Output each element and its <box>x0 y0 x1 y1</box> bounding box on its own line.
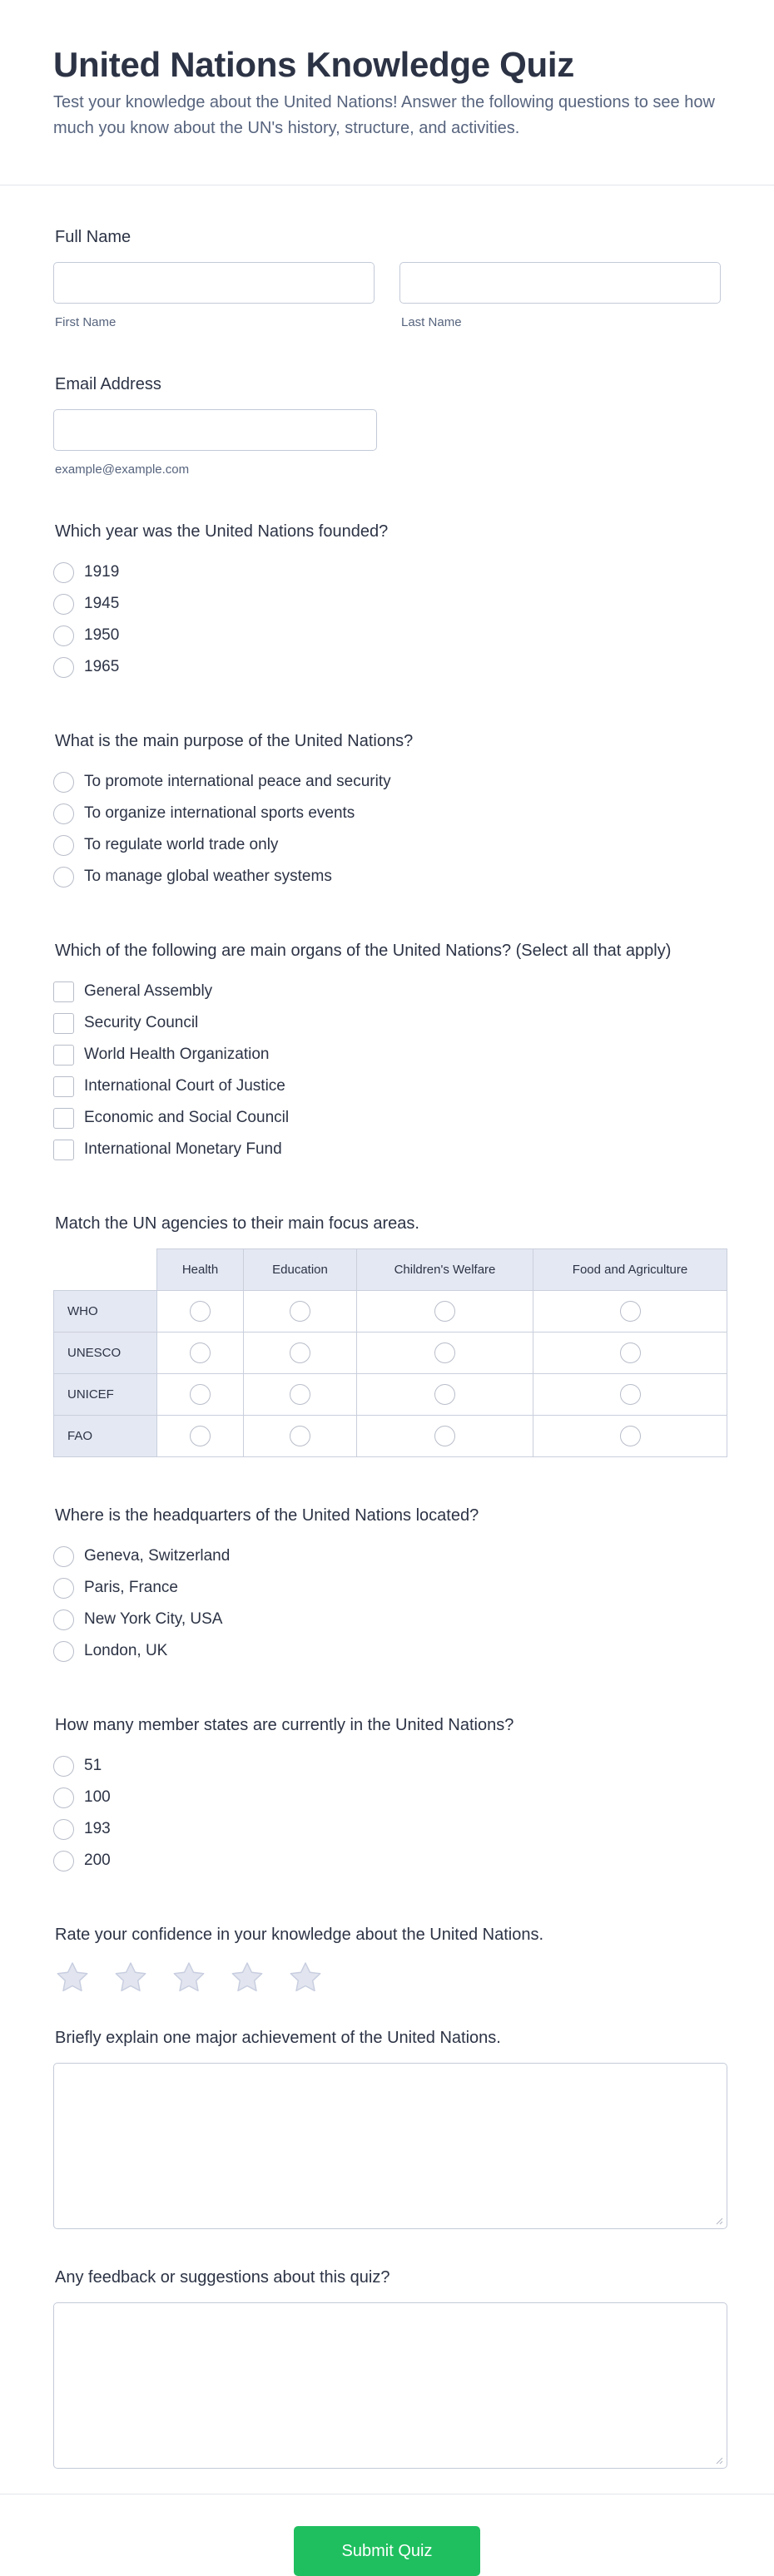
radio-button[interactable] <box>53 1787 74 1808</box>
checkbox[interactable] <box>53 1013 74 1034</box>
matrix-radio[interactable] <box>434 1301 455 1322</box>
organs-option[interactable] <box>53 1102 721 1134</box>
resize-handle-icon[interactable] <box>715 2217 723 2225</box>
matrix-corner <box>54 1249 157 1291</box>
option-label: International Court of Justice <box>84 1077 285 1095</box>
matrix-row <box>54 1416 727 1457</box>
radio-button[interactable] <box>53 1578 74 1599</box>
question-members <box>53 1713 721 1876</box>
founded-option[interactable] <box>53 651 721 683</box>
star-icon[interactable] <box>170 1960 208 1996</box>
matrix-column-header: Food and Agriculture <box>533 1249 727 1291</box>
matrix-radio[interactable] <box>190 1301 211 1322</box>
members-option[interactable] <box>53 1845 721 1876</box>
option-label: London, UK <box>84 1642 168 1659</box>
matrix-radio[interactable] <box>290 1342 310 1363</box>
email-field <box>53 373 721 477</box>
matrix-row <box>54 1332 727 1374</box>
first-name-sublabel: First Name <box>55 315 117 329</box>
matrix-row-label: FAO <box>54 1416 157 1457</box>
question-founded <box>53 520 721 683</box>
checkbox[interactable] <box>53 1140 74 1160</box>
founded-option[interactable] <box>53 588 721 620</box>
option-label: 193 <box>84 1820 111 1837</box>
matrix-radio[interactable] <box>620 1426 641 1446</box>
radio-button[interactable] <box>53 1609 74 1630</box>
star-rating <box>53 1960 721 1996</box>
organs-option[interactable] <box>53 1070 721 1102</box>
question-match <box>53 1212 721 1457</box>
option-label: 100 <box>84 1788 111 1806</box>
star-icon[interactable] <box>286 1960 325 1996</box>
matrix-radio[interactable] <box>620 1342 641 1363</box>
radio-button[interactable] <box>53 625 74 646</box>
matrix-column-header: Children's Welfare <box>357 1249 533 1291</box>
form-description: Test your knowledge about the United Nations! Answer the following questions to see how much you know about the UN's history, structure, and activities. <box>53 93 715 137</box>
option-label: 1919 <box>84 563 120 581</box>
achievement-textarea[interactable] <box>53 2063 727 2229</box>
organs-option[interactable] <box>53 1134 721 1165</box>
email-sublabel: example@example.com <box>55 462 190 477</box>
option-label: Economic and Social Council <box>84 1109 290 1126</box>
members-option[interactable] <box>53 1813 721 1845</box>
option-label: To manage global weather systems <box>84 868 332 885</box>
star-icon[interactable] <box>112 1960 150 1996</box>
radio-button[interactable] <box>53 867 74 888</box>
option-label: To regulate world trade only <box>84 836 279 853</box>
radio-button[interactable] <box>53 657 74 678</box>
purpose-option[interactable] <box>53 829 721 861</box>
form-header <box>0 0 774 185</box>
first-name-input[interactable] <box>53 262 375 304</box>
question-achievement <box>53 2026 721 2229</box>
radio-button[interactable] <box>53 835 74 856</box>
radio-button[interactable] <box>53 772 74 793</box>
headquarters-option[interactable] <box>53 1540 721 1572</box>
question-feedback <box>53 2266 721 2469</box>
feedback-textarea[interactable] <box>53 2302 727 2469</box>
matrix-row-label: UNICEF <box>54 1374 157 1416</box>
last-name-sublabel: Last Name <box>401 315 462 329</box>
matrix-radio[interactable] <box>190 1384 211 1405</box>
option-label: World Health Organization <box>84 1046 270 1063</box>
headquarters-option[interactable] <box>53 1604 721 1635</box>
matrix-column-header: Education <box>244 1249 357 1291</box>
matrix-radio[interactable] <box>290 1301 310 1322</box>
question-match-label: Match the UN agencies to their main focus areas. <box>55 1214 419 1233</box>
full-name-label: Full Name <box>55 228 131 246</box>
checkbox[interactable] <box>53 1076 74 1097</box>
star-icon[interactable] <box>53 1960 92 1996</box>
question-members-label: How many member states are currently in the United Nations? <box>55 1716 514 1734</box>
match-matrix <box>53 1248 727 1457</box>
question-organs-label: Which of the following are main organs of the United Nations? (Select all that apply) <box>55 942 672 960</box>
submit-button[interactable]: Submit Quiz <box>294 2526 480 2576</box>
matrix-radio[interactable] <box>290 1384 310 1405</box>
radio-button[interactable] <box>53 594 74 615</box>
option-label: Security Council <box>84 1014 199 1031</box>
radio-button[interactable] <box>53 1641 74 1662</box>
matrix-row <box>54 1374 727 1416</box>
question-purpose-label: What is the main purpose of the United Nations? <box>55 732 414 750</box>
option-label: 1945 <box>84 595 120 612</box>
quiz-form <box>0 185 774 2469</box>
option-label: 1965 <box>84 658 120 675</box>
option-label: Geneva, Switzerland <box>84 1547 231 1565</box>
matrix-row-label: WHO <box>54 1291 157 1332</box>
form-footer <box>0 2494 774 2576</box>
question-purpose <box>53 729 721 892</box>
question-headquarters-label: Where is the headquarters of the United Nations located? <box>55 1506 479 1525</box>
members-option[interactable] <box>53 1750 721 1782</box>
star-icon[interactable] <box>228 1960 266 1996</box>
resize-handle-icon[interactable] <box>715 2456 723 2465</box>
option-label: 200 <box>84 1852 111 1869</box>
purpose-option[interactable] <box>53 861 721 892</box>
purpose-option[interactable] <box>53 766 721 798</box>
headquarters-option[interactable] <box>53 1572 721 1604</box>
question-headquarters <box>53 1504 721 1667</box>
full-name-field <box>53 225 721 329</box>
email-label: Email Address <box>55 375 161 393</box>
form-title: United Nations Knowledge Quiz <box>53 45 574 84</box>
matrix-radio[interactable] <box>190 1426 211 1446</box>
option-label: General Assembly <box>84 982 213 1000</box>
matrix-row-label: UNESCO <box>54 1332 157 1374</box>
radio-button[interactable] <box>53 1819 74 1840</box>
matrix-radio[interactable] <box>620 1301 641 1322</box>
purpose-option[interactable] <box>53 798 721 829</box>
question-achievement-label: Briefly explain one major achievement of the United Nations. <box>55 2029 501 2047</box>
option-label: Paris, France <box>84 1579 178 1596</box>
radio-button[interactable] <box>53 562 74 583</box>
checkbox[interactable] <box>53 1045 74 1066</box>
organs-option[interactable] <box>53 1039 721 1070</box>
option-label: To promote international peace and security <box>84 773 391 790</box>
founded-option[interactable] <box>53 556 721 588</box>
option-label: New York City, USA <box>84 1610 223 1628</box>
question-feedback-label: Any feedback or suggestions about this quiz? <box>55 2268 390 2287</box>
last-name-input[interactable] <box>399 262 721 304</box>
email-input[interactable] <box>53 409 377 451</box>
radio-button[interactable] <box>53 803 74 824</box>
checkbox[interactable] <box>53 1108 74 1129</box>
question-founded-label: Which year was the United Nations founded? <box>55 522 389 541</box>
matrix-radio[interactable] <box>434 1426 455 1446</box>
members-option[interactable] <box>53 1782 721 1813</box>
radio-button[interactable] <box>53 1756 74 1777</box>
headquarters-option[interactable] <box>53 1635 721 1667</box>
question-confidence <box>53 1923 721 1996</box>
matrix-radio[interactable] <box>434 1384 455 1405</box>
organs-option[interactable] <box>53 1007 721 1039</box>
matrix-radio[interactable] <box>290 1426 310 1446</box>
option-label: International Monetary Fund <box>84 1140 282 1158</box>
matrix-row <box>54 1291 727 1332</box>
option-label: 51 <box>84 1757 102 1774</box>
radio-button[interactable] <box>53 1851 74 1871</box>
matrix-column-header: Health <box>157 1249 244 1291</box>
matrix-radio[interactable] <box>620 1384 641 1405</box>
matrix-radio[interactable] <box>190 1342 211 1363</box>
checkbox[interactable] <box>53 981 74 1002</box>
question-confidence-label: Rate your confidence in your knowledge about the United Nations. <box>55 1926 544 1944</box>
option-label: 1950 <box>84 626 120 644</box>
organs-option[interactable] <box>53 976 721 1007</box>
radio-button[interactable] <box>53 1546 74 1567</box>
matrix-radio[interactable] <box>434 1342 455 1363</box>
founded-option[interactable] <box>53 620 721 651</box>
option-label: To organize international sports events <box>84 804 355 822</box>
question-organs <box>53 939 721 1165</box>
